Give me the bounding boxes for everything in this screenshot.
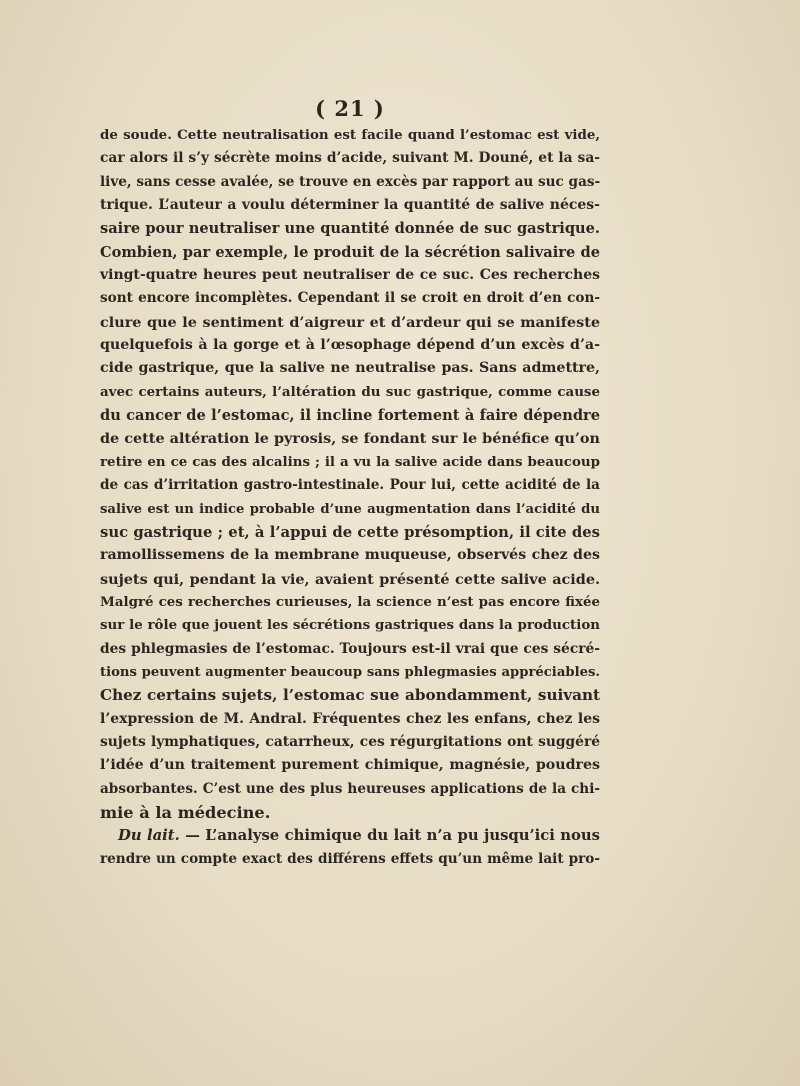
text-line: absorbantes. C’est une des plus heureuses applications de la chi-	[100, 780, 600, 797]
text-line: sur le rôle que jouent les sécrétions gastriques dans la production	[100, 617, 600, 634]
text-line: des phlegmasies de l’estomac. Toujours est-il vrai que ces sécré-	[100, 640, 600, 657]
text-line: l’idée d’un traitement purement chimique, magnésie, poudres	[100, 757, 600, 774]
section-line: rendre un compte exact des différens effets qu’un même lait pro-	[100, 850, 600, 867]
text-line: sont encore incomplètes. Cependant il se croit en droit d’en con-	[100, 290, 600, 307]
text-line: l’expression de M. Andral. Fréquentes chez les enfans, chez les	[100, 710, 600, 727]
text-line: saire pour neutraliser une quantité donnée de suc gastrique.	[100, 220, 600, 238]
section-heading: Du lait.	[118, 827, 180, 845]
text-line: de cette altération le pyrosis, se fondant sur le bénéfice qu’on	[100, 430, 600, 448]
text-line: du cancer de l’estomac, il incline fortement à faire dépendre	[100, 407, 600, 425]
text-line: trique. L’auteur a voulu déterminer la quantité de salive néces-	[100, 197, 600, 214]
text-line: cide gastrique, que la salive ne neutralise pas. Sans admettre,	[100, 360, 600, 377]
text-line: Malgré ces recherches curieuses, la science n’est pas encore fixée	[100, 593, 600, 610]
text-line: vingt-quatre heures peut neutraliser de ce suc. Ces recherches	[100, 267, 600, 284]
text-line: tions peuvent augmenter beaucoup sans phlegmasies appréciables.	[100, 664, 600, 680]
text-line: avec certains auteurs, l’altération du suc gastrique, comme cause	[100, 383, 600, 400]
text-line: car alors il s’y sécrète moins d’acide, suivant M. Douné, et la sa-	[100, 150, 600, 167]
text-line: Combien, par exemple, le produit de la sécrétion salivaire de	[100, 243, 600, 261]
text-line: de soude. Cette neutralisation est facile quand l’estomac est vide,	[100, 127, 600, 143]
text-line: de cas d’irritation gastro-intestinale. Pour lui, cette acidité de la	[100, 477, 600, 494]
text-line: ramollissemens de la membrane muqueuse, observés chez des	[100, 547, 600, 564]
text-line: salive est un indice probable d’une augmentation dans l’acidité du	[100, 501, 600, 517]
text-line: suc gastrique ; et, à l’appui de cette présomption, il cite des	[100, 523, 600, 541]
text-line: clure que le sentiment d’aigreur et d’ardeur qui se manifeste	[100, 313, 600, 331]
section-line	[100, 824, 600, 847]
text-line: live, sans cesse avalée, se trouve en excès par rapport au suc gas-	[100, 173, 601, 190]
section-line-text: — L’analyse chimique du lait n’a pu jusqu’ici nous	[179, 827, 600, 845]
text-line: retire en ce cas des alcalins ; il a vu la salive acide dans beaucoup	[100, 453, 600, 470]
text-line: Chez certains sujets, l’estomac sue abondamment, suivant	[100, 686, 600, 705]
body-text	[100, 124, 600, 871]
text-line: mie à la médecine.	[100, 802, 271, 822]
text-line: sujets lymphatiques, catarrheux, ces régurgitations ont suggéré	[100, 733, 600, 750]
page-number: ( 21 )	[315, 96, 385, 121]
text-line: quelquefois à la gorge et à l’œsophage dépend d’un excès d’a-	[100, 337, 600, 354]
text-line: sujets qui, pendant la vie, avaient présenté cette salive acide.	[100, 570, 600, 588]
